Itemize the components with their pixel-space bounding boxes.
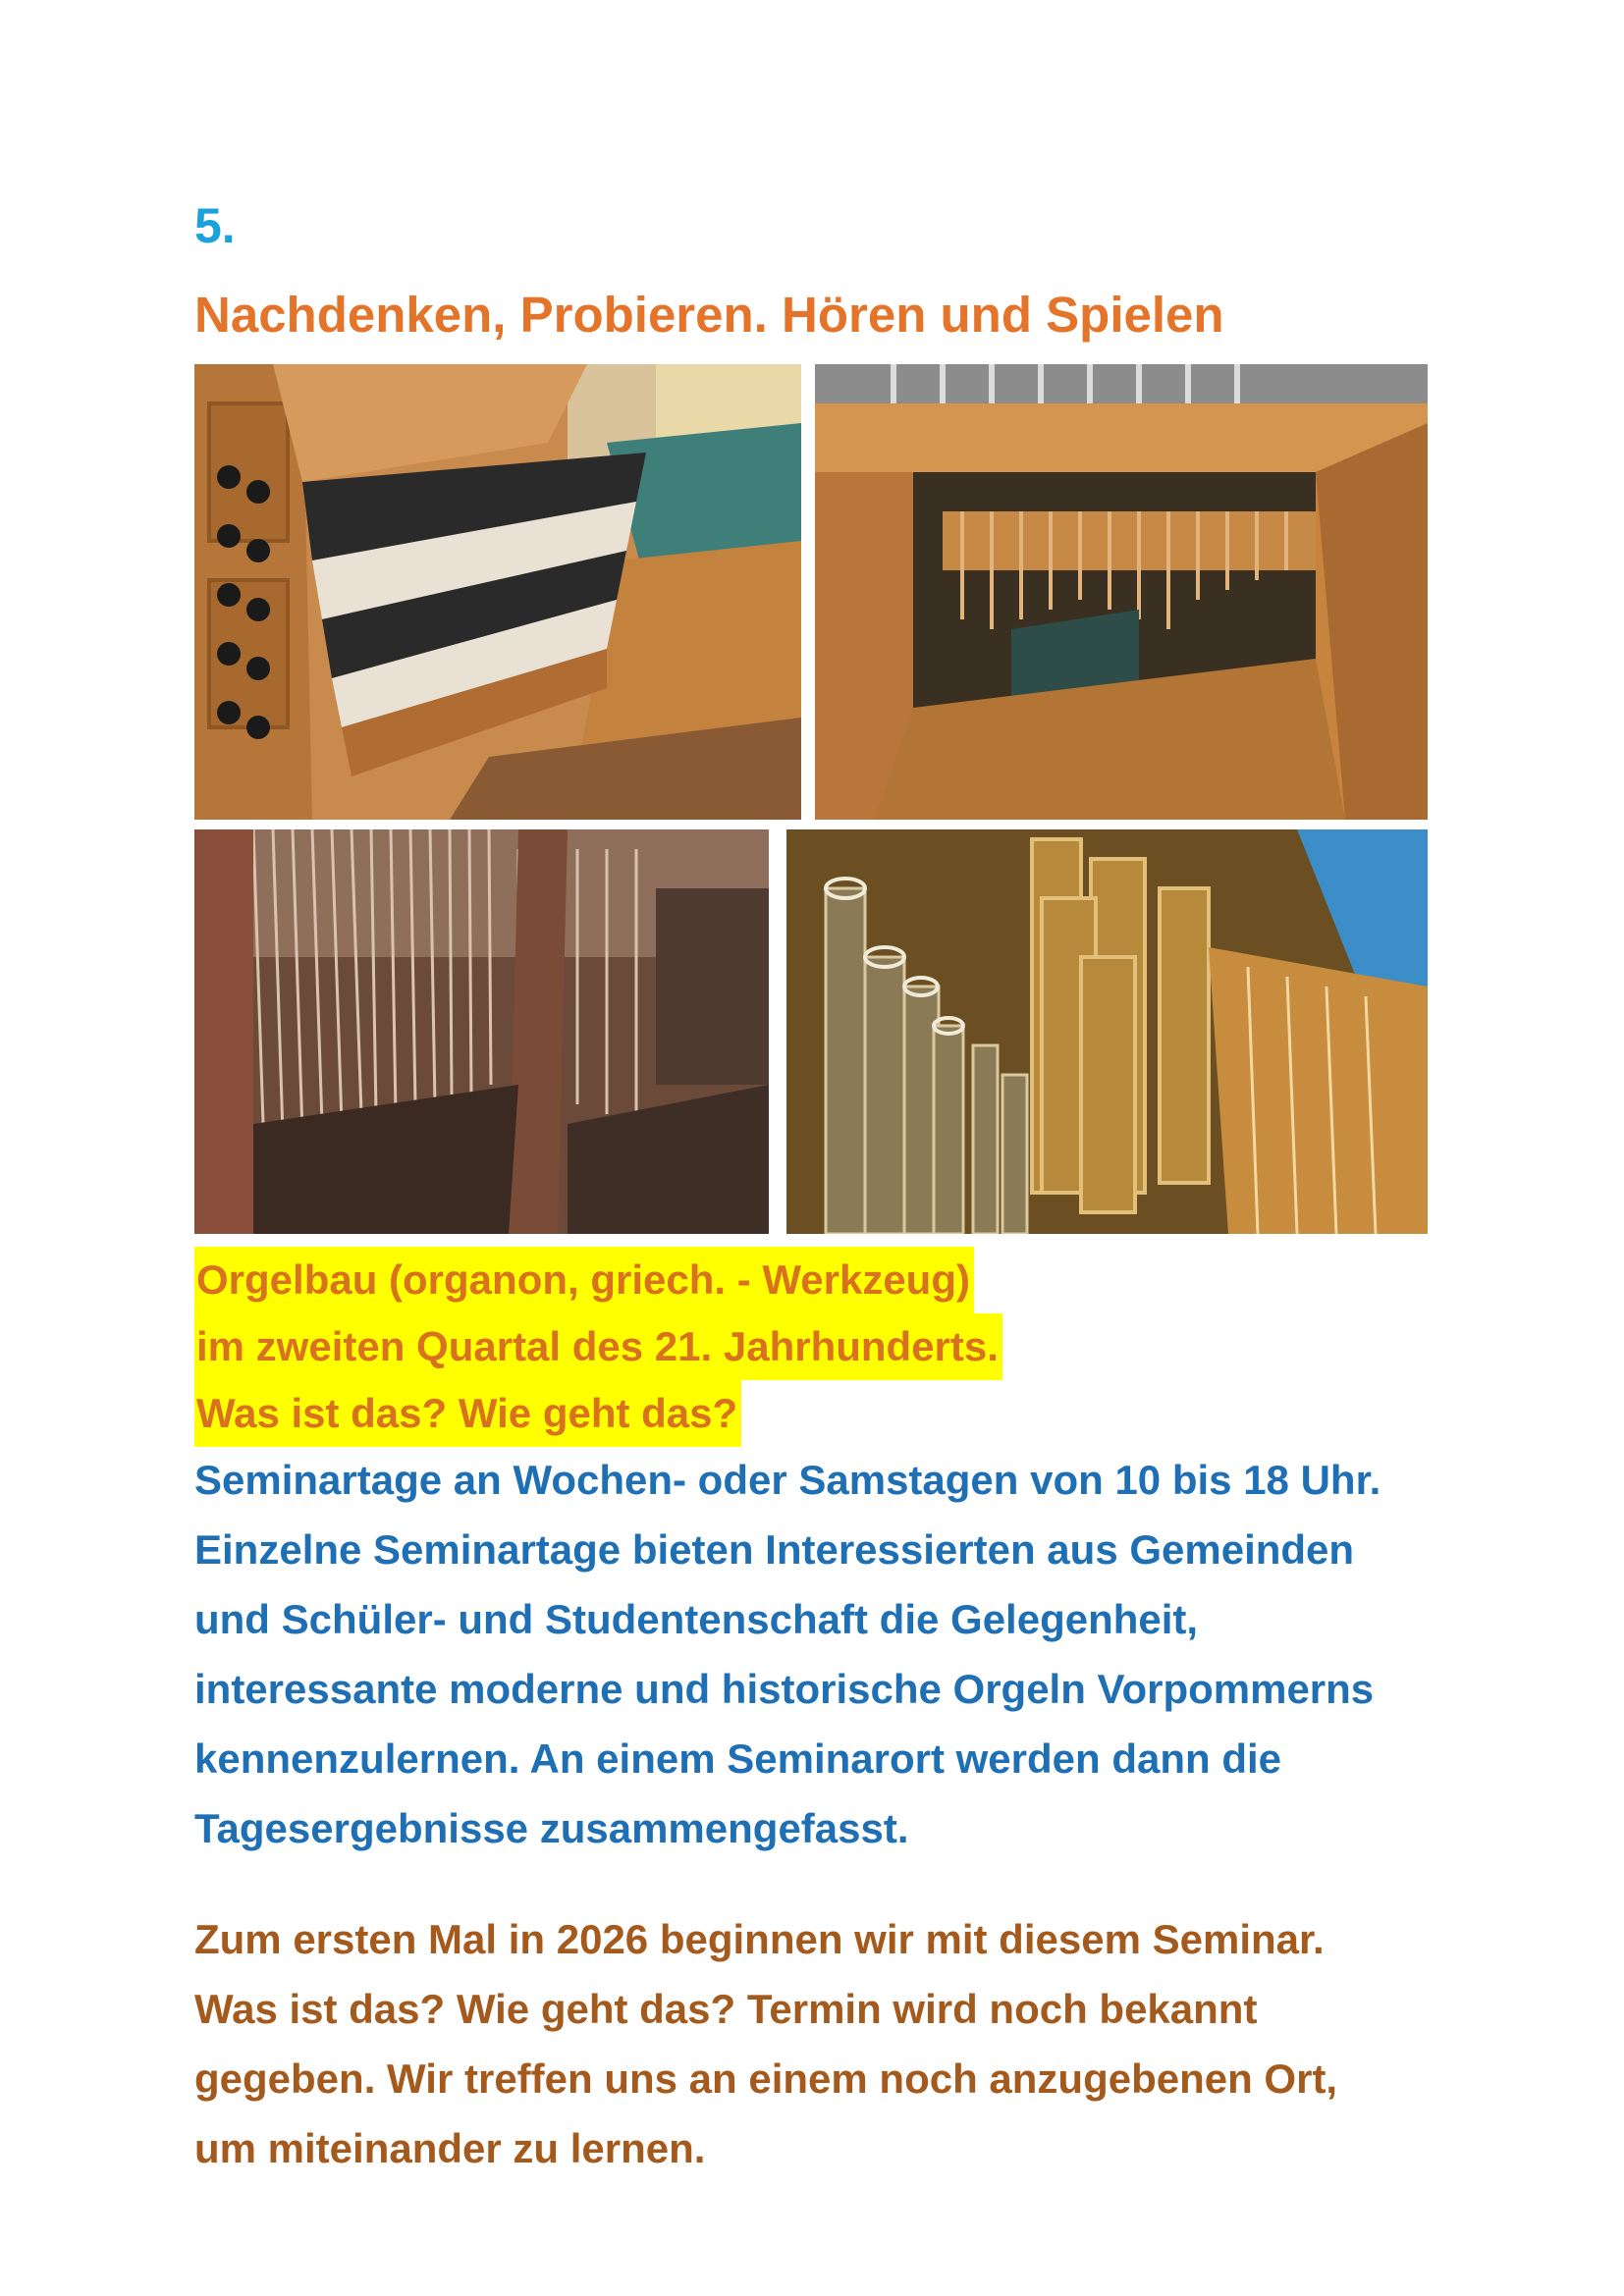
text-line: Seminartage an Wochen- oder Samstagen von 10 bis 18 Uhr. [194, 1457, 1381, 1503]
section-title: Nachdenken, Probieren. Hören und Spielen [194, 287, 1224, 343]
organ-pipes-photo [786, 829, 1428, 1234]
organ-interior-photo [194, 829, 769, 1234]
text-line: Tagesergebnisse zusammengefasst. [194, 1805, 909, 1851]
seminar-description [194, 1445, 1380, 1863]
section-number: 5. [194, 198, 236, 253]
text-line: und Schüler- und Studentenschaft die Gelegenheit, [194, 1596, 1199, 1642]
highlight-line: Orgelbau (organon, griech. - Werkzeug) [194, 1247, 974, 1313]
seminar-announcement [194, 1904, 1337, 2183]
text-line: interessante moderne und historische Orgeln Vorpommerns [194, 1666, 1375, 1712]
organ-tracker-action-photo [815, 364, 1428, 820]
text-line: Einzelne Seminartage bieten Interessierten aus Gemeinden [194, 1526, 1355, 1573]
text-line: gegeben. Wir treffen uns an einem noch anzugebenen Ort, [194, 2056, 1338, 2102]
highlight-line: im zweiten Quartal des 21. Jahrhunderts. [194, 1313, 1002, 1380]
text-line: Zum ersten Mal in 2026 beginnen wir mit diesem Seminar. [194, 1916, 1325, 1962]
highlighted-intro [194, 1247, 1002, 1447]
organ-console-photo [194, 364, 801, 820]
text-line: um miteinander zu lernen. [194, 2125, 706, 2171]
highlight-line: Was ist das? Wie geht das? [194, 1380, 741, 1447]
text-line: kennenzulernen. An einem Seminarort werden dann die [194, 1735, 1282, 1782]
text-line: Was ist das? Wie geht das? Termin wird noch bekannt [194, 1986, 1258, 2032]
